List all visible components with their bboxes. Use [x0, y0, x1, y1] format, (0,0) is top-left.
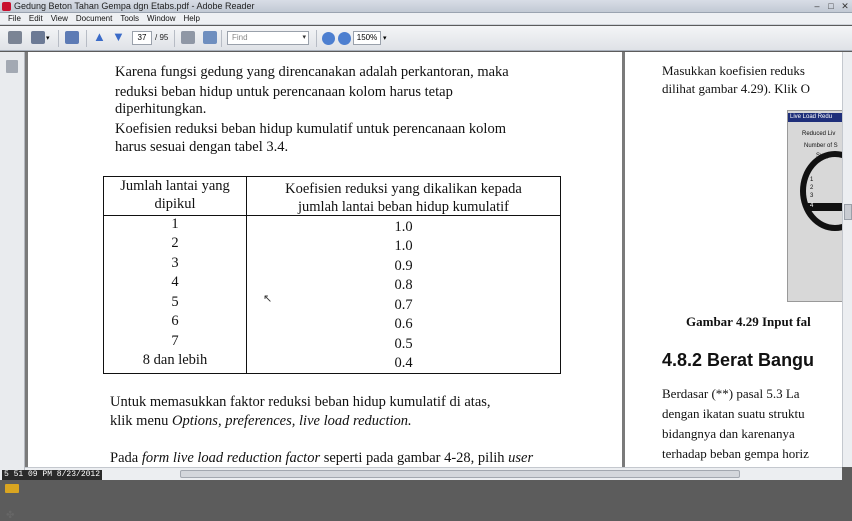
table-cell-floors: 3 [171, 255, 179, 271]
table-cell-coef: 0.7 [394, 297, 413, 313]
window-controls [810, 0, 852, 13]
table-cell-coef: 0.4 [394, 355, 413, 371]
print-icon[interactable] [8, 31, 22, 44]
menu-edit[interactable]: Edit [28, 14, 43, 23]
table-cell-floors: 7 [171, 333, 179, 349]
menu-view[interactable]: View [50, 14, 68, 23]
table-cell-coef: 0.6 [394, 316, 413, 332]
comment-icon[interactable] [5, 484, 19, 493]
vertical-scrollbar[interactable] [842, 52, 852, 467]
zoom-out-icon[interactable] [322, 32, 335, 45]
figure-label: Support [816, 153, 838, 159]
paragraph-line: bidangnya dan karenanya [662, 426, 795, 441]
close-icon[interactable]: ✕ [841, 1, 849, 11]
attachment-icon[interactable]: ✤ [6, 510, 15, 521]
paragraph-line: terhadap beban gempa horiz [662, 446, 809, 461]
paragraph-line: dilihat gambar 4.29). Klik O [662, 81, 811, 96]
paragraph-line: klik menu Options, preferences, live load reduction. [110, 413, 412, 429]
paragraph-line: Karena fungsi gedung yang direncanakan adalah perkantoran, maka [115, 64, 509, 80]
table-cell-floors: 8 dan lebih [142, 352, 208, 368]
figure-window-title: Live Load Redu [788, 113, 842, 122]
figure-highlight-circle [800, 151, 842, 231]
pages-panel-icon[interactable] [6, 60, 18, 73]
figure-label: Number of S [804, 143, 838, 149]
navigation-panel [0, 52, 25, 521]
document-viewport[interactable] [25, 52, 842, 467]
minimize-icon[interactable]: – [814, 1, 820, 11]
next-page-icon[interactable]: ▼ [112, 29, 125, 44]
paragraph-line: reduksi beban hidup untuk perencanaan kolom harus tetap [115, 84, 453, 100]
figure-label: Reduced Liv [802, 131, 836, 137]
paragraph-line: Untuk memasukkan faktor reduksi beban hidup kumulatif di atas, [110, 394, 491, 410]
reduction-table [103, 176, 561, 374]
window-title: Gedung Beton Tahan Gempa dgn Etabs.pdf - Adobe Reader [14, 1, 255, 11]
table-header-coef: Koefisien reduksi yang dikalikan kepada [285, 181, 522, 197]
table-cell-coef: 0.5 [394, 336, 413, 352]
table-cell-coef: 1.0 [394, 238, 413, 254]
title-bar [0, 0, 852, 13]
adobe-reader-icon [2, 2, 11, 11]
paragraph-line: Masukkan koefisien reduks [662, 63, 805, 78]
figure-caption: Gambar 4.29 Input fal [686, 314, 811, 329]
recording-timestamp: 5 51 09 PM 8/23/2012 [4, 470, 101, 479]
menu-window[interactable]: Window [147, 14, 176, 23]
pdf-page-right [625, 52, 842, 467]
paragraph-line: Koefisien reduksi beban hidup kumulatif untuk perencanaan kolom [115, 121, 506, 137]
full-screen-icon[interactable] [203, 31, 217, 44]
save-dropdown-icon[interactable]: ▾ [46, 35, 50, 42]
previous-page-icon[interactable]: ▲ [93, 29, 106, 44]
paragraph-line: Pada form live load reduction factor seperti pada gambar 4-28, pilih user [110, 450, 534, 466]
zoom-in-icon[interactable] [338, 32, 351, 45]
mouse-cursor-icon: ↖ [263, 293, 273, 305]
horizontal-scroll-thumb[interactable] [180, 470, 740, 478]
paragraph-line: dengan ikatan suatu struktu [662, 406, 805, 421]
table-cell-floors: 4 [171, 274, 179, 290]
figure-4-29: Live Load Redu Reduced Liv Number of S Support 4 1 2 3 4 [787, 110, 842, 302]
horizontal-scrollbar[interactable] [25, 467, 842, 480]
menu-file[interactable]: File [8, 14, 21, 23]
find-dropdown-icon[interactable]: ▾ [302, 34, 306, 41]
menu-tools[interactable]: Tools [120, 14, 140, 23]
menu-bar [0, 13, 852, 25]
table-cell-coef: 0.9 [394, 258, 413, 274]
section-heading: 4.8.2 Berat Bangu [662, 350, 815, 370]
find-input[interactable]: Find ▾ [227, 31, 309, 45]
zoom-dropdown-icon[interactable]: ▾ [383, 35, 387, 42]
paragraph-line: diperhitungkan. [115, 101, 207, 117]
table-header-coef: jumlah lantai beban hidup kumulatif [297, 199, 509, 215]
menu-document[interactable]: Document [75, 14, 113, 23]
table-header-floors: Jumlah lantai yang [120, 178, 230, 194]
maximize-icon[interactable]: □ [828, 1, 834, 11]
paragraph-line: Berdasar (**) pasal 5.3 La [662, 386, 800, 401]
paragraph-line: harus sesuai dengan tabel 3.4. [115, 139, 289, 155]
table-cell-floors: 6 [171, 313, 179, 329]
toolbar [0, 26, 852, 51]
page-number-input[interactable]: 37 [132, 31, 152, 45]
vertical-scroll-thumb[interactable] [844, 204, 852, 220]
email-icon[interactable] [65, 31, 79, 44]
table-cell-coef: 1.0 [394, 219, 413, 235]
zoom-input[interactable]: 150% [353, 31, 381, 45]
menu-help[interactable]: Help [183, 14, 200, 23]
save-icon[interactable] [31, 31, 45, 44]
fit-page-icon[interactable] [181, 31, 195, 44]
table-cell-floors: 2 [171, 235, 179, 251]
table-cell-floors: 5 [171, 294, 179, 310]
table-cell-floors: 1 [171, 216, 179, 232]
pdf-page-left [28, 52, 622, 467]
page-total: / 95 [155, 33, 169, 42]
table-cell-coef: 0.8 [394, 277, 413, 293]
table-header-floors: dipikul [154, 196, 196, 212]
